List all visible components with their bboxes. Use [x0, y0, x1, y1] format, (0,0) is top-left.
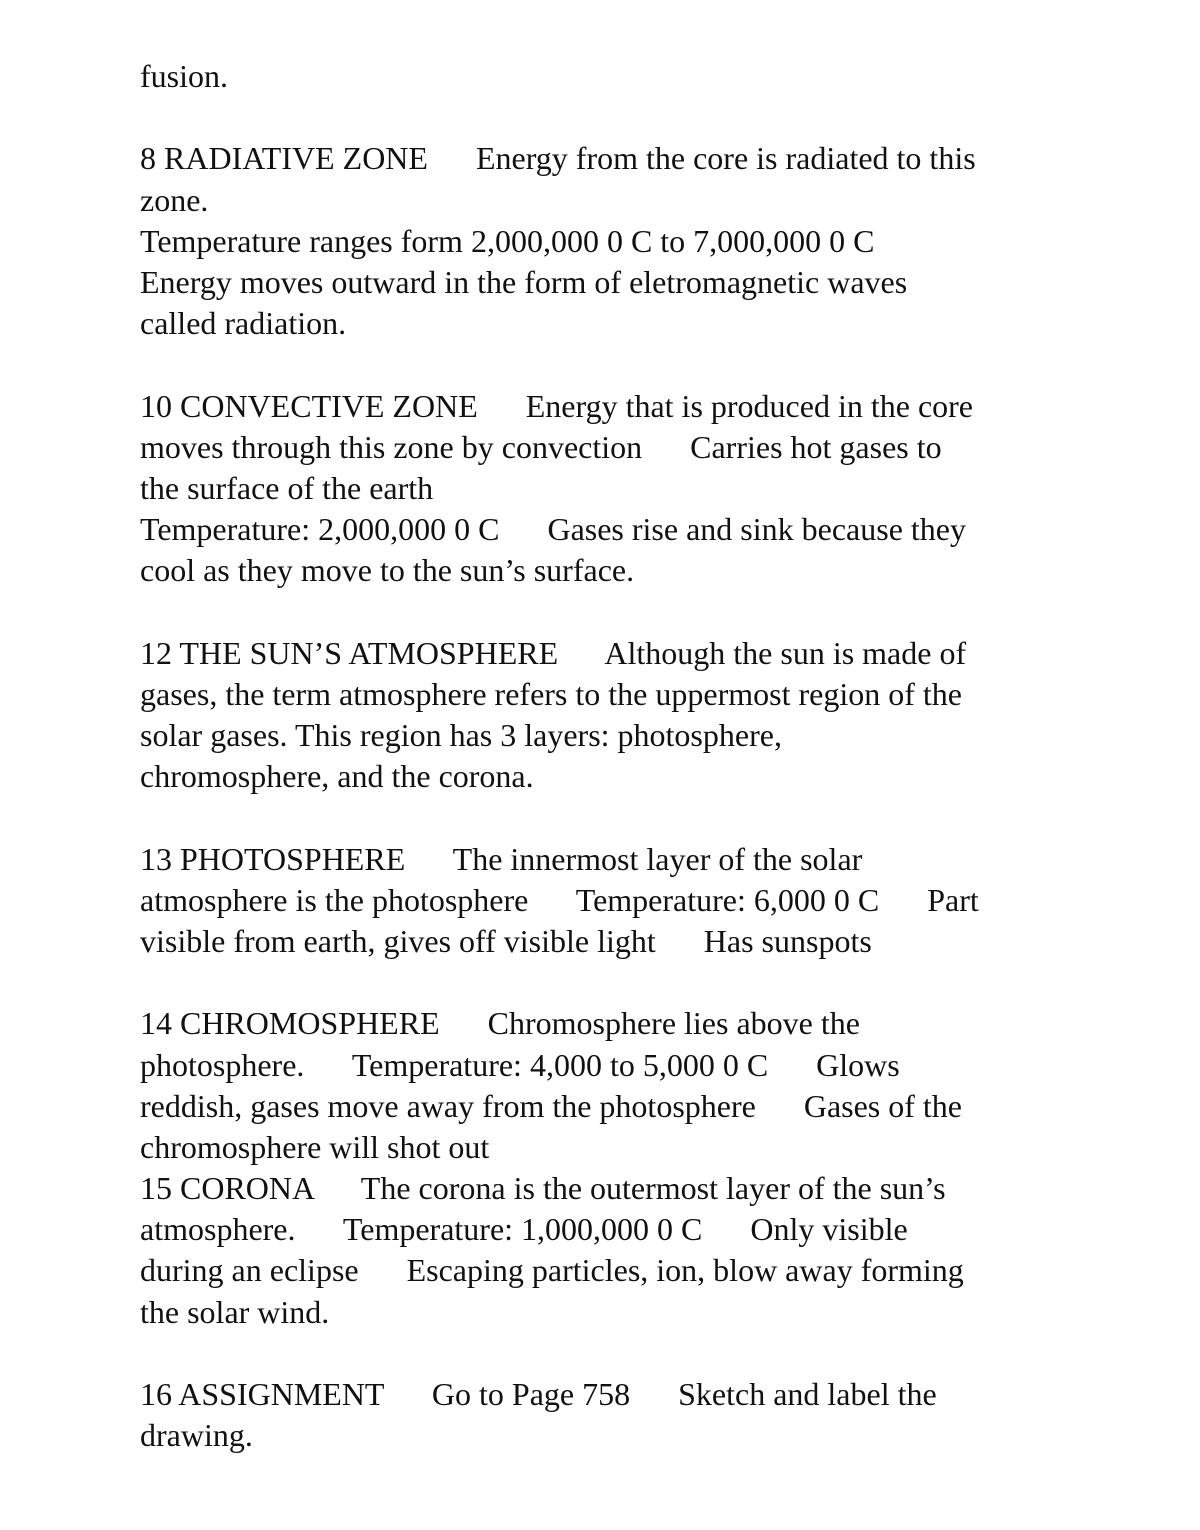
document-page [140, 56, 1070, 1456]
heading-corona: 15 CORONA The corona is the outermost layer of the sun’s [140, 1170, 946, 1207]
heading-radiative-zone: 8 RADIATIVE ZONE Energy from the core is radiated to this [140, 140, 976, 177]
text-line: zone. [140, 181, 209, 218]
text-line: photosphere. Temperature: 4,000 to 5,000 0 C Glows [140, 1046, 900, 1083]
text-line: Temperature ranges form 2,000,000 0 C to 7,000,000 0 C [140, 222, 875, 259]
text-line: atmosphere is the photosphere Temperature: 6,000 0 C Part [140, 881, 979, 918]
text-line: cool as they move to the sun’s surface. [140, 552, 635, 589]
blank-line [140, 1333, 1070, 1374]
text-line: reddish, gases move away from the photosphere Gases of the [140, 1087, 962, 1124]
heading-photosphere: 13 PHOTOSPHERE The innermost layer of the solar [140, 840, 863, 877]
text-line: the surface of the earth [140, 469, 434, 506]
blank-line [140, 591, 1070, 632]
heading-chromosphere: 14 CHROMOSPHERE Chromosphere lies above the [140, 1005, 860, 1042]
text-line: the solar wind. [140, 1293, 330, 1330]
text-line: moves through this zone by convection Carries hot gases to [140, 428, 942, 465]
blank-line [140, 344, 1070, 385]
text-line: called radiation. [140, 305, 347, 342]
text-line: drawing. [140, 1417, 253, 1454]
text-line: chromosphere will shot out [140, 1128, 490, 1165]
text-line: atmosphere. Temperature: 1,000,000 0 C Only visible [140, 1211, 908, 1248]
heading-suns-atmosphere: 12 THE SUN’S ATMOSPHERE Although the sun is made of [140, 634, 967, 671]
text-line: visible from earth, gives off visible light Has sunspots [140, 922, 872, 959]
heading-assignment: 16 ASSIGNMENT Go to Page 758 Sketch and label the [140, 1376, 937, 1412]
blank-line [140, 797, 1070, 838]
text-line: chromosphere, and the corona. [140, 758, 534, 795]
text-line: Temperature: 2,000,000 0 C Gases rise and sink because they [140, 511, 966, 548]
text-line: gases, the term atmosphere refers to the uppermost region of the [140, 675, 962, 712]
blank-line [140, 962, 1070, 1003]
text-line: Energy moves outward in the form of eletromagnetic waves [140, 263, 908, 300]
text-line: during an eclipse Escaping particles, ion, blow away forming [140, 1252, 964, 1289]
text-line: solar gases. This region has 3 layers: photosphere, [140, 717, 782, 753]
blank-line [140, 97, 1070, 138]
heading-convective-zone: 10 CONVECTIVE ZONE Energy that is produced in the core [140, 387, 973, 424]
text-line: fusion. [140, 58, 228, 94]
